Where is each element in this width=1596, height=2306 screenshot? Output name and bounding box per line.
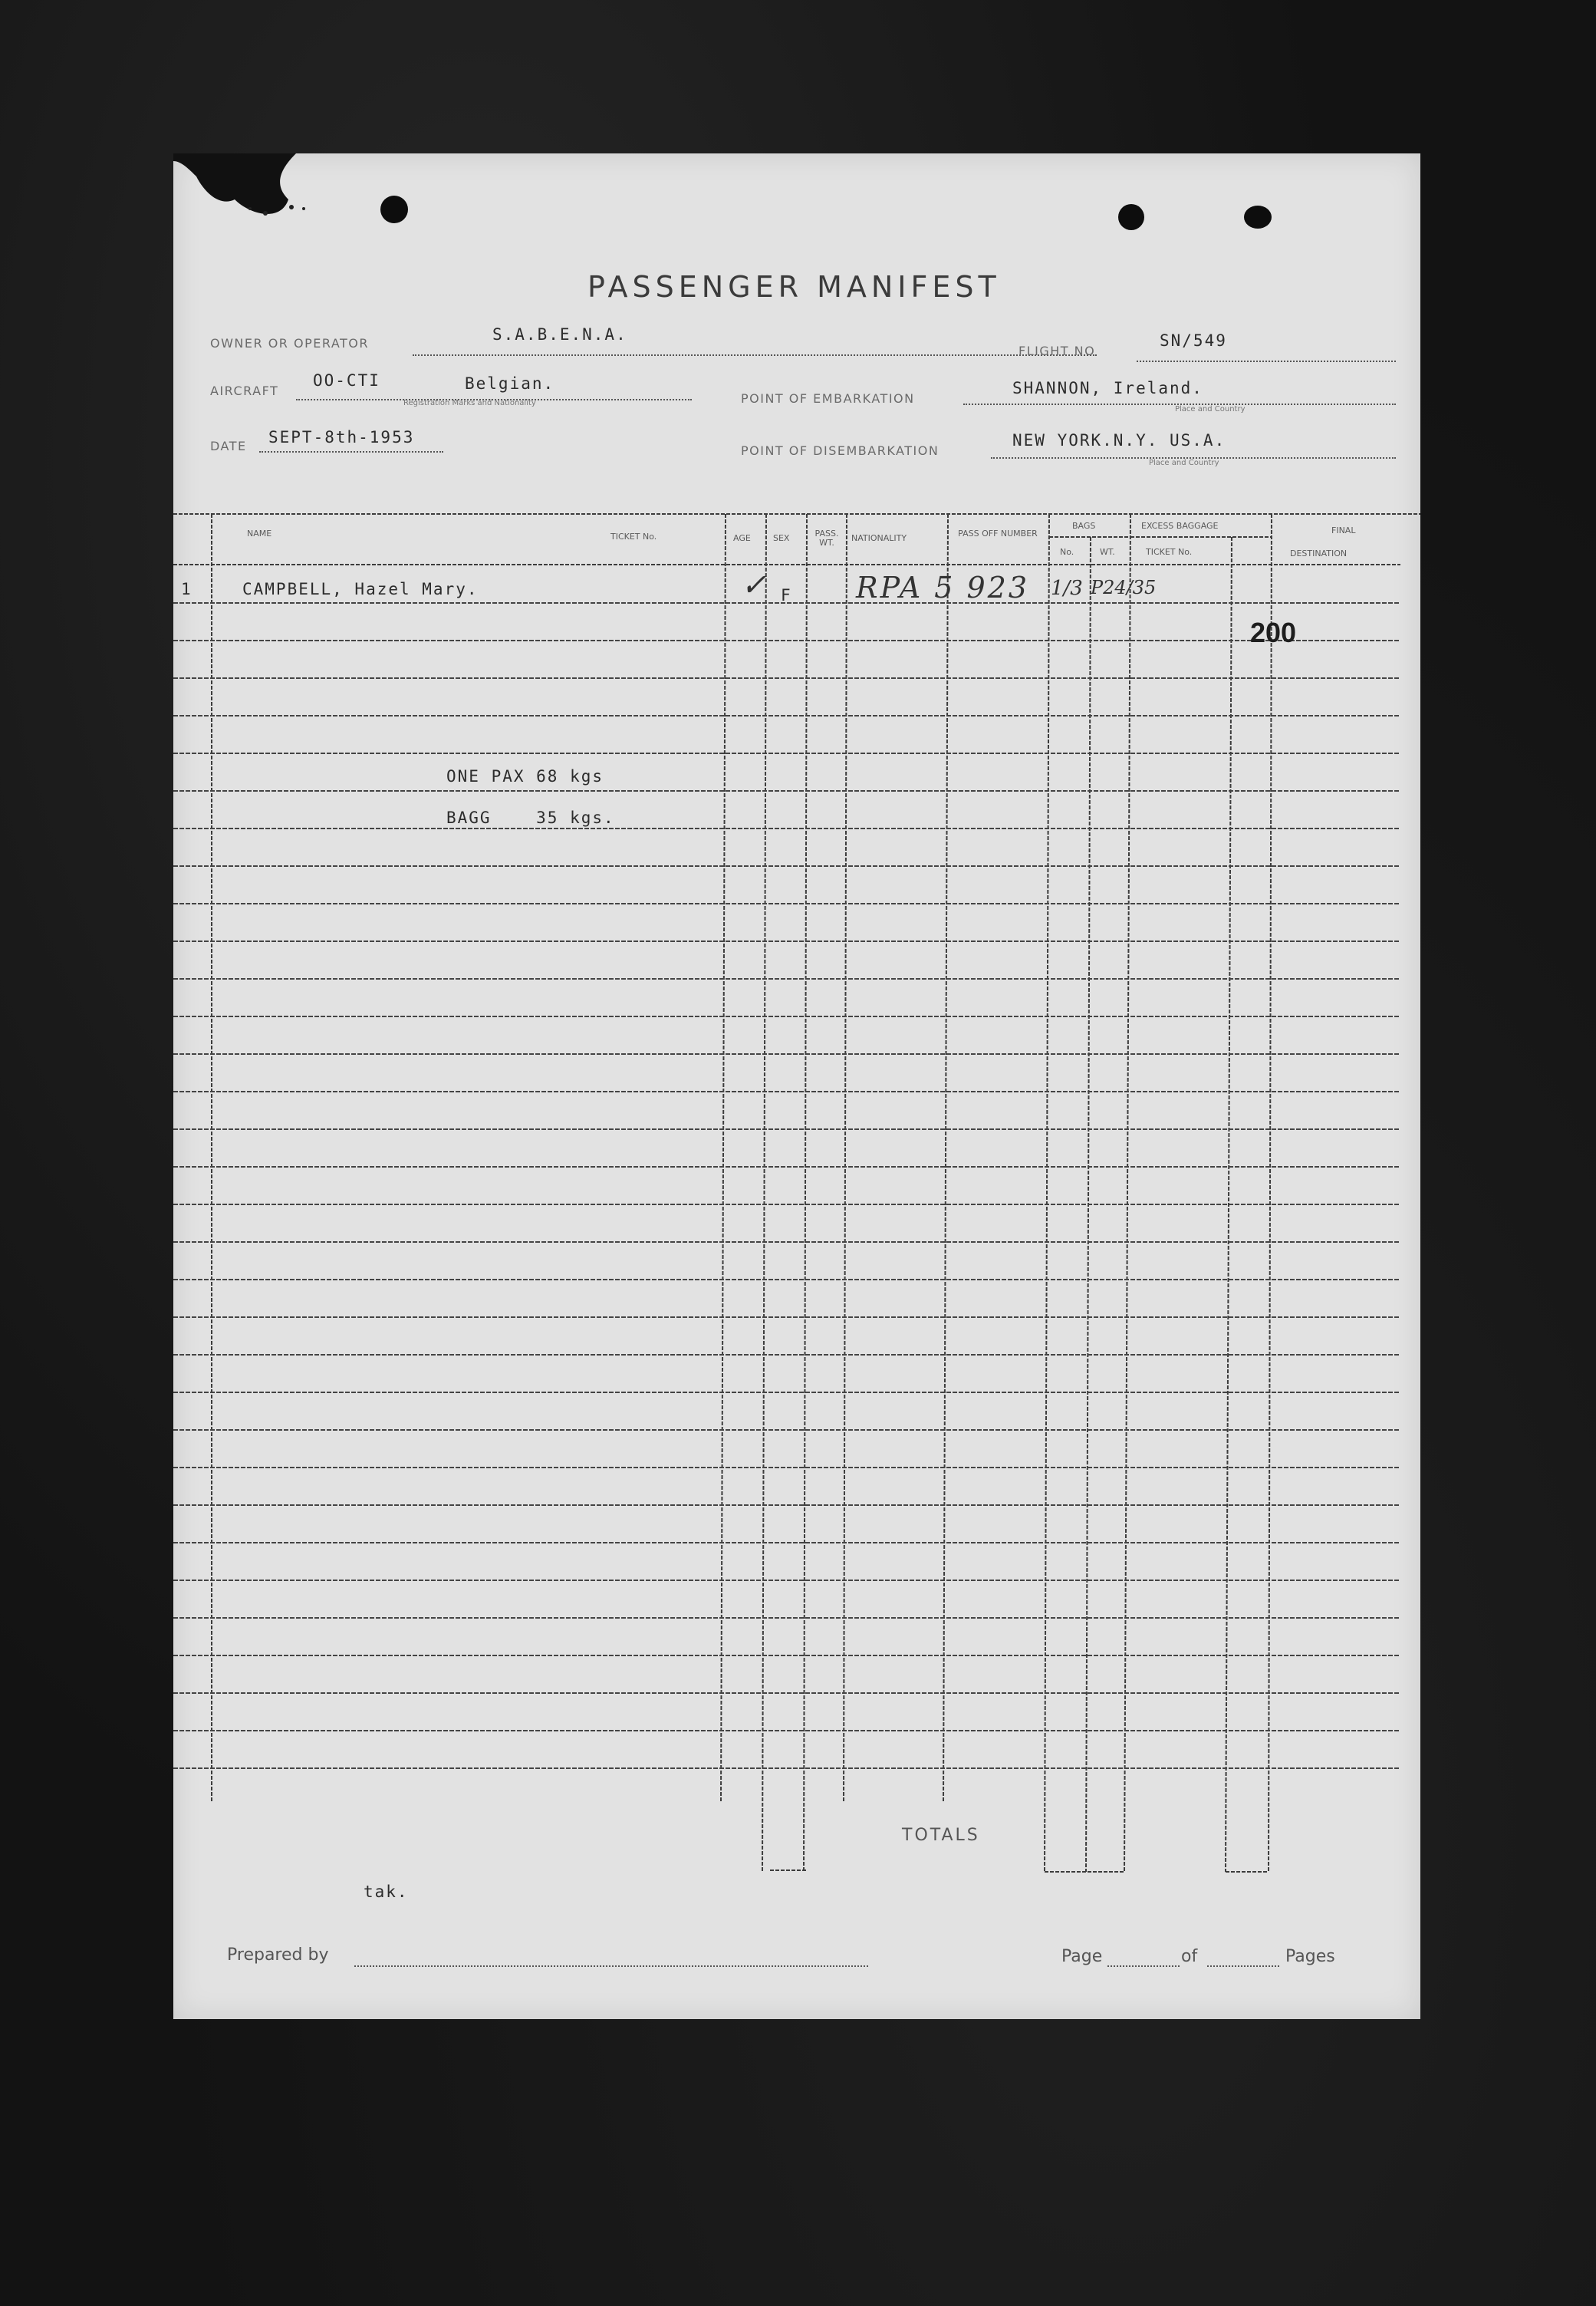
row-1-pass-off: RPA 5 923 (856, 571, 1029, 605)
row-1-bags-wt: P24/35 (1091, 577, 1157, 598)
header-excess: EXCESS BAGGAGE (1141, 521, 1219, 531)
disembarkation-value: NEW YORK.N.Y. US.A. (1012, 431, 1226, 450)
of-label: of (1181, 1947, 1198, 1966)
header-final: FINAL (1331, 525, 1356, 535)
header-sex: SEX (773, 533, 790, 543)
aircraft-sublabel: Registration Marks and Nationality (403, 399, 536, 407)
page-label: Page (1061, 1947, 1103, 1966)
owner-label: OWNER OR OPERATOR (210, 336, 369, 351)
embarkation-label: POINT OF EMBARKATION (741, 391, 915, 406)
prepared-by-line (354, 1965, 868, 1967)
page-number-line (1107, 1965, 1180, 1967)
note-baggage-weight: BAGG 35 kgs. (446, 809, 615, 827)
header-pass-off: PASS OFF NUMBER (958, 529, 1038, 539)
header-bags-no: No. (1060, 547, 1074, 557)
row-1-name: CAMPBELL, Hazel Mary. (242, 580, 479, 598)
header-nationality: NATIONALITY (851, 533, 907, 543)
initials: tak. (364, 1883, 409, 1901)
aircraft-nat-value: Belgian. (465, 374, 555, 393)
header-pass-wt: PASS. WT. (814, 529, 839, 548)
owner-value: S.A.B.E.N.A. (492, 325, 627, 344)
disembarkation-sublabel: Place and Country (1149, 459, 1219, 467)
header-excess-ticket: TICKET No. (1146, 547, 1193, 557)
note-pax-weight: ONE PAX 68 kgs (446, 767, 604, 786)
manifest-title: PASSENGER MANIFEST (587, 270, 1001, 304)
date-value: SEPT-8th-1953 (268, 428, 415, 446)
row-1-number: 1 (181, 580, 193, 598)
flight-label: FLIGHT NO (1018, 344, 1096, 358)
row-1-sex: F (781, 586, 792, 605)
header-name: NAME (247, 529, 272, 539)
stamp-200: 200 (1250, 617, 1297, 648)
row-1-age-check: ✓ (741, 568, 767, 603)
row-1-bags-no: 1/3 (1051, 577, 1083, 600)
aircraft-reg-value: OO-CTI (313, 371, 380, 390)
header-bags: BAGS (1072, 521, 1096, 531)
totals-label: TOTALS (902, 1826, 980, 1845)
disembarkation-label: POINT OF DISEMBARKATION (741, 443, 940, 458)
prepared-by-label: Prepared by (227, 1945, 329, 1965)
embarkation-value: SHANNON, Ireland. (1012, 379, 1203, 397)
flight-value: SN/549 (1160, 331, 1227, 350)
header-bags-wt: WT. (1100, 547, 1115, 557)
pages-label: Pages (1285, 1947, 1335, 1966)
manifest-sheet (173, 153, 1420, 2019)
header-ticket: TICKET No. (610, 532, 657, 542)
embarkation-sublabel: Place and Country (1175, 405, 1246, 413)
date-label: DATE (210, 439, 247, 453)
header-final-dest: DESTINATION (1290, 548, 1348, 558)
page-total-line (1207, 1965, 1279, 1967)
manifest-table-grid (173, 153, 1420, 2019)
aircraft-label: AIRCRAFT (210, 384, 279, 398)
header-age: AGE (733, 533, 751, 543)
